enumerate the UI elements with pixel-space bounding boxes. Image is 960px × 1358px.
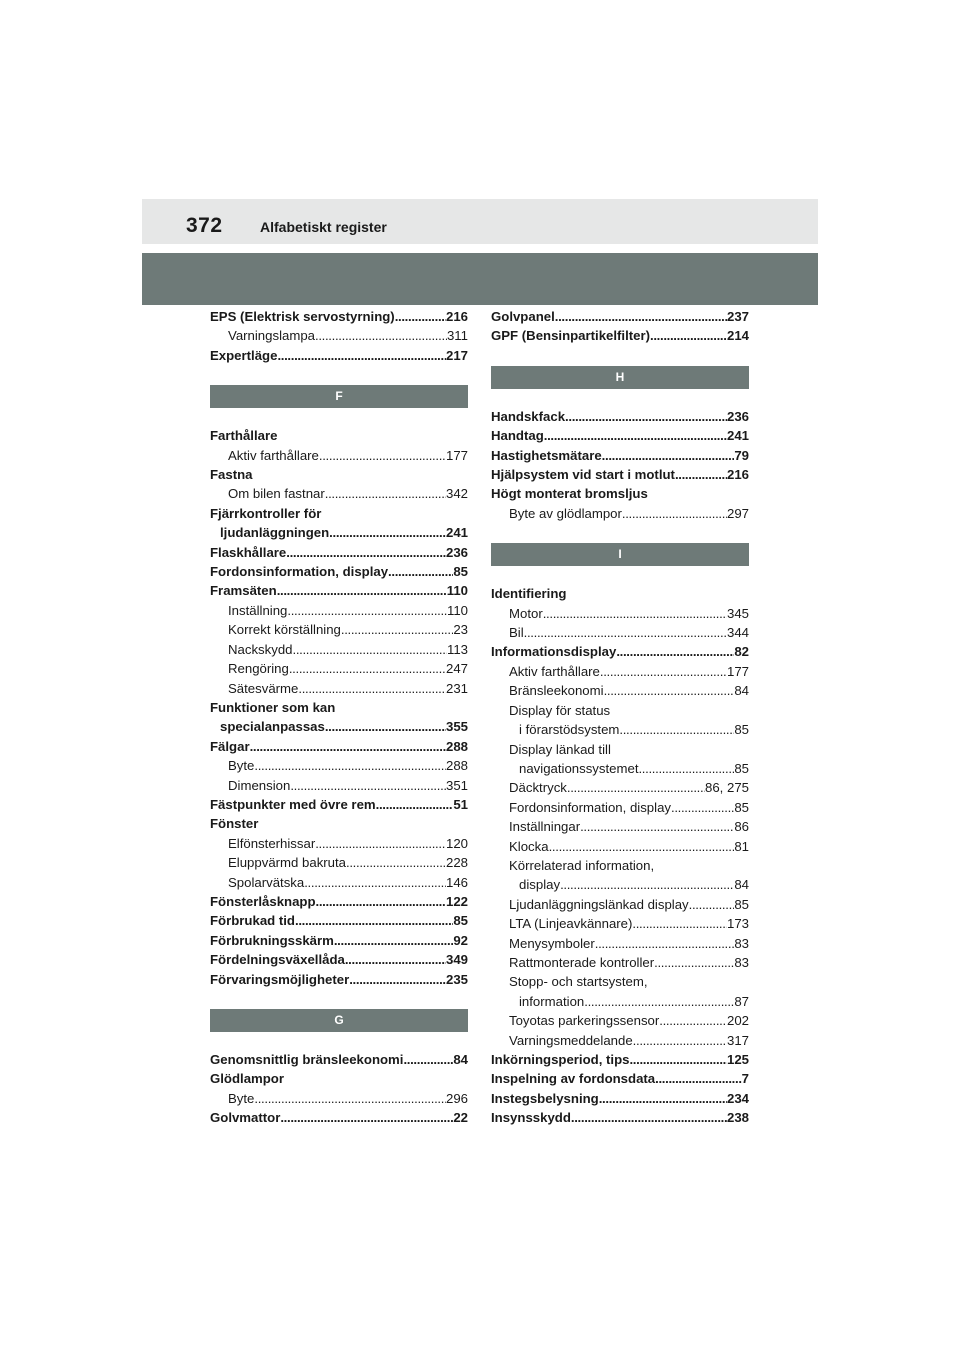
dot-leader xyxy=(565,407,727,426)
entry-term: Dimension xyxy=(228,777,291,793)
index-entry xyxy=(491,426,749,445)
index-heading: Farthållare xyxy=(210,428,278,444)
entry-page-ref[interactable]: 235 xyxy=(445,971,468,987)
entry-term: Bil xyxy=(509,625,524,641)
index-entry xyxy=(210,970,468,989)
dot-leader xyxy=(595,934,735,953)
index-entry xyxy=(491,759,749,778)
index-entry xyxy=(491,992,749,1011)
dot-leader xyxy=(650,326,727,345)
dot-leader xyxy=(549,837,735,856)
entry-page-ref[interactable]: 236 xyxy=(726,408,749,424)
index-entry xyxy=(491,504,749,523)
entry-page-ref[interactable]: 51 xyxy=(453,796,468,812)
dot-leader xyxy=(571,1108,727,1127)
entry-term: Expertläge xyxy=(210,347,278,363)
entry-page-ref[interactable]: 23 xyxy=(453,622,468,638)
index-entry xyxy=(491,875,749,894)
header-band xyxy=(142,253,818,305)
entry-term: Golvpanel xyxy=(491,309,555,324)
entry-page-ref[interactable]: 79 xyxy=(734,447,749,463)
index-entry xyxy=(491,1089,749,1108)
dot-leader xyxy=(403,1050,453,1069)
entry-page-ref[interactable]: 125 xyxy=(726,1052,749,1067)
dot-leader xyxy=(325,484,446,503)
entry-term: Fönsterlåsknapp xyxy=(210,893,316,909)
entry-term: Varningsmeddelande xyxy=(509,1032,633,1048)
index-entry xyxy=(491,604,749,623)
dot-leader xyxy=(254,1089,446,1108)
index-entry xyxy=(210,950,468,969)
entry-term: Fordonsinformation, display xyxy=(509,799,671,815)
dot-leader xyxy=(622,504,727,523)
index-entry xyxy=(210,620,468,639)
index-entry xyxy=(210,581,468,600)
index-entry xyxy=(491,1031,749,1050)
entry-term: Spolarvätska xyxy=(228,874,305,890)
dot-leader xyxy=(349,970,446,989)
index-entry xyxy=(491,1108,749,1127)
dot-leader xyxy=(544,426,727,445)
dot-leader xyxy=(675,465,727,484)
dot-leader xyxy=(604,681,735,700)
index-entry xyxy=(210,484,468,503)
entry-page-ref[interactable]: 110 xyxy=(446,602,468,618)
entry-term: Fordonsinformation, display xyxy=(210,564,389,580)
entry-page-ref[interactable]: 297 xyxy=(726,505,749,521)
entry-term: Menysymboler xyxy=(509,935,595,951)
dot-leader xyxy=(345,950,446,969)
index-entry xyxy=(210,717,468,736)
index-entry xyxy=(210,892,468,911)
index-entry xyxy=(491,307,749,326)
index-entry xyxy=(491,326,749,345)
entry-term: Korrekt körställning xyxy=(228,622,341,638)
index-entry xyxy=(210,1050,468,1069)
dot-leader xyxy=(277,346,446,365)
index-entry xyxy=(491,934,749,953)
entry-page-ref[interactable]: 216 xyxy=(726,467,749,483)
dot-leader xyxy=(395,307,446,326)
dot-leader xyxy=(632,914,727,933)
index-entry xyxy=(210,853,468,872)
entry-term: Förbrukningsskärm xyxy=(210,932,334,948)
entry-term: Aktiv farthållare xyxy=(228,447,319,463)
entry-page-ref[interactable]: 110 xyxy=(446,583,468,599)
dot-leader xyxy=(600,662,727,681)
entry-page-ref[interactable]: 234 xyxy=(726,1090,749,1106)
entry-page-ref[interactable]: 84 xyxy=(453,1052,468,1067)
dot-leader xyxy=(319,446,446,465)
entry-term: display xyxy=(519,877,561,893)
entry-page-ref[interactable]: 217 xyxy=(445,347,468,363)
dot-leader xyxy=(671,798,734,817)
index-entry xyxy=(491,720,749,739)
index-heading: Identifiering xyxy=(491,586,567,602)
index-entry xyxy=(210,307,468,326)
page-number: 372 xyxy=(186,214,223,237)
entry-term: information xyxy=(519,993,585,1009)
dot-leader xyxy=(689,895,735,914)
index-entry xyxy=(210,911,468,930)
dot-leader xyxy=(555,307,727,326)
letter-section-header: H xyxy=(491,366,749,389)
index-heading: Display länkad till xyxy=(509,741,611,757)
entry-page-ref[interactable]: 231 xyxy=(445,680,468,696)
entry-term: Inspelning av fordonsdata xyxy=(491,1071,656,1087)
entry-page-ref[interactable]: 177 xyxy=(726,663,749,679)
dot-leader xyxy=(287,601,447,620)
entry-term: Informationsdisplay xyxy=(491,644,617,660)
entry-term: Eluppvärmd bakruta xyxy=(228,855,347,871)
dot-leader xyxy=(584,992,734,1011)
index-entry xyxy=(491,623,749,642)
entry-page-ref[interactable]: 342 xyxy=(445,486,468,502)
dot-leader xyxy=(316,892,446,911)
index-entry xyxy=(210,873,468,892)
dot-leader xyxy=(567,778,705,797)
index-entry xyxy=(491,446,749,465)
entry-term: Om bilen fastnar xyxy=(228,486,325,502)
index-heading: Funktioner som kan xyxy=(210,699,336,715)
dot-leader xyxy=(315,326,447,345)
dot-leader xyxy=(334,931,453,950)
entry-page-ref[interactable]: 345 xyxy=(726,605,749,621)
entry-page-ref[interactable]: 238 xyxy=(726,1110,749,1126)
entry-page-ref[interactable]: 237 xyxy=(726,309,749,324)
dot-leader xyxy=(599,1089,727,1108)
dot-leader xyxy=(298,679,446,698)
entry-term: Varningslampa xyxy=(228,328,315,344)
index-entry xyxy=(491,953,749,972)
entry-page-ref[interactable]: 296 xyxy=(445,1090,468,1106)
index-column-left xyxy=(210,307,468,1128)
index-entry xyxy=(491,662,749,681)
index-heading: Fjärrkontroller för xyxy=(210,505,322,521)
entry-page-ref[interactable]: 83 xyxy=(734,954,749,970)
dot-leader xyxy=(304,873,446,892)
index-heading: Glödlampor xyxy=(210,1071,284,1087)
entry-term: Rattmonterade kontroller xyxy=(509,954,655,970)
entry-term: Däcktryck xyxy=(509,780,567,796)
dot-leader xyxy=(633,1031,727,1050)
index-entry xyxy=(491,465,749,484)
index-entry xyxy=(210,562,468,581)
entry-term: Fördelningsväxellåda xyxy=(210,952,345,968)
entry-page-ref[interactable]: 85 xyxy=(734,799,749,815)
entry-page-ref[interactable]: 86 xyxy=(734,819,749,835)
entry-page-ref[interactable]: 311 xyxy=(446,328,468,344)
entry-term: navigationssystemet xyxy=(519,760,639,776)
index-entry xyxy=(210,1108,468,1127)
entry-page-ref[interactable]: 82 xyxy=(734,644,749,660)
entry-page-ref[interactable]: 236 xyxy=(445,544,468,560)
entry-term: Golvmattor xyxy=(210,1110,281,1126)
entry-page-ref[interactable]: 92 xyxy=(453,932,468,948)
dot-leader xyxy=(286,543,446,562)
index-column-right xyxy=(491,307,749,1128)
entry-page-ref[interactable]: 85 xyxy=(453,913,468,929)
entry-page-ref[interactable]: 349 xyxy=(445,952,468,968)
index-heading: Fönster xyxy=(210,816,259,832)
entry-page-ref[interactable]: 351 xyxy=(445,777,468,793)
index-heading: Körrelaterad information, xyxy=(509,857,655,873)
index-heading: Högt monterat bromsljus xyxy=(491,486,648,502)
index-heading: Fastna xyxy=(210,467,253,483)
entry-term: Byte xyxy=(228,758,255,774)
entry-page-ref[interactable]: 228 xyxy=(445,855,468,871)
dot-leader xyxy=(654,953,734,972)
entry-term: ljudanläggningen xyxy=(220,525,330,541)
entry-page-ref[interactable]: 122 xyxy=(445,893,468,909)
index-entry xyxy=(491,778,749,797)
entry-term: specialanpassas xyxy=(220,719,325,735)
entry-term: Inställning xyxy=(228,602,288,618)
entry-term: Hastighetsmätare xyxy=(491,447,602,463)
dot-leader xyxy=(254,756,446,775)
entry-term: Förbrukad tid xyxy=(210,913,295,929)
entry-page-ref[interactable]: 344 xyxy=(726,625,749,641)
entry-term: Instegsbelysning xyxy=(491,1090,599,1106)
entry-term: Förvaringsmöjligheter xyxy=(210,971,350,987)
dot-leader xyxy=(277,581,447,600)
index-entry xyxy=(210,795,468,814)
index-entry xyxy=(210,1089,468,1108)
letter-section-header: I xyxy=(491,543,749,566)
entry-page-ref[interactable]: 317 xyxy=(726,1032,749,1048)
dot-leader xyxy=(295,911,453,930)
index-entry xyxy=(210,756,468,775)
index-entry xyxy=(491,642,749,661)
dot-leader xyxy=(524,623,727,642)
dot-leader xyxy=(619,720,734,739)
index-entry xyxy=(210,834,468,853)
entry-term: Inkörningsperiod, tips xyxy=(491,1052,630,1067)
index-entry xyxy=(491,1069,749,1088)
entry-term: LTA (Linjeavkännare) xyxy=(509,916,633,932)
index-entry xyxy=(210,346,468,365)
index-entry xyxy=(491,407,749,426)
entry-term: Handskfack xyxy=(491,408,566,424)
index-entry xyxy=(210,776,468,795)
index-entry xyxy=(491,798,749,817)
entry-term: Rengöring xyxy=(228,661,289,677)
index-entry xyxy=(210,931,468,950)
dot-leader xyxy=(629,1050,727,1069)
entry-term: Framsäten xyxy=(210,583,277,599)
entry-page-ref[interactable]: 22 xyxy=(453,1110,468,1126)
entry-page-ref[interactable]: 84 xyxy=(734,877,749,893)
entry-term: Inställningar xyxy=(509,819,581,835)
entry-page-ref[interactable]: 288 xyxy=(445,738,468,754)
index-entry xyxy=(210,679,468,698)
dot-leader xyxy=(329,523,446,542)
dot-leader xyxy=(388,562,453,581)
index-entry xyxy=(210,737,468,756)
index-entry xyxy=(210,543,468,562)
entry-page-ref[interactable]: 83 xyxy=(734,935,749,951)
entry-term: Elfönsterhissar xyxy=(228,835,316,851)
section-title: Alfabetiskt register xyxy=(260,219,387,235)
entry-page-ref[interactable]: 241 xyxy=(445,525,468,541)
entry-page-ref[interactable]: 247 xyxy=(445,661,468,677)
entry-page-ref[interactable]: 177 xyxy=(445,447,468,463)
index-heading: Display för status xyxy=(509,702,611,718)
index-entry xyxy=(491,914,749,933)
entry-page-ref[interactable]: 173 xyxy=(726,916,749,932)
entry-term: GPF (Bensinpartikelfilter) xyxy=(491,328,651,344)
dot-leader xyxy=(560,875,734,894)
entry-term: Hjälpsystem vid start i motlut xyxy=(491,467,675,483)
dot-leader xyxy=(659,1011,727,1030)
index-heading: Stopp- och startsystem, xyxy=(509,974,648,990)
entry-term: Ljudanläggningslänkad display xyxy=(509,896,689,912)
entry-term: Fästpunkter med övre rem xyxy=(210,796,376,812)
index-entry xyxy=(491,681,749,700)
dot-leader xyxy=(346,853,446,872)
index-entry xyxy=(491,837,749,856)
index-entry xyxy=(210,659,468,678)
entry-term: Toyotas parkeringssensor xyxy=(509,1013,660,1029)
entry-page-ref[interactable]: 120 xyxy=(445,835,468,851)
dot-leader xyxy=(543,604,727,623)
entry-page-ref[interactable]: 241 xyxy=(726,428,749,444)
dot-leader xyxy=(616,642,734,661)
entry-term: Flaskhållare xyxy=(210,544,287,560)
entry-page-ref[interactable]: 202 xyxy=(726,1013,749,1029)
entry-page-ref[interactable]: 7 xyxy=(741,1071,749,1087)
entry-term: EPS (Elektrisk servostyrning) xyxy=(210,309,395,324)
entry-page-ref[interactable]: 87 xyxy=(734,993,749,1009)
entry-term: Insynsskydd xyxy=(491,1110,571,1126)
dot-leader xyxy=(376,795,454,814)
index-entry xyxy=(210,446,468,465)
index-entry xyxy=(210,601,468,620)
dot-leader xyxy=(341,620,453,639)
entry-term: Motor xyxy=(509,605,543,621)
index-entry xyxy=(491,817,749,836)
dot-leader xyxy=(325,717,446,736)
entry-page-ref[interactable]: 288 xyxy=(445,758,468,774)
entry-term: Byte av glödlampor xyxy=(509,505,622,521)
entry-term: Handtag xyxy=(491,428,544,444)
dot-leader xyxy=(315,834,446,853)
index-entry xyxy=(491,1050,749,1069)
entry-page-ref[interactable]: 214 xyxy=(726,328,749,344)
dot-leader xyxy=(280,1108,453,1127)
dot-leader xyxy=(293,640,447,659)
entry-page-ref[interactable]: 85 xyxy=(734,760,749,776)
index-entry xyxy=(210,326,468,345)
dot-leader xyxy=(289,659,446,678)
dot-leader xyxy=(655,1069,742,1088)
index-entry xyxy=(491,895,749,914)
entry-term: Aktiv farthållare xyxy=(509,663,600,679)
entry-page-ref[interactable]: 216 xyxy=(445,309,468,324)
entry-term: Genomsnittlig bränsleekonomi xyxy=(210,1052,404,1067)
entry-page-ref[interactable]: 355 xyxy=(445,719,468,735)
entry-term: i förarstödsystem xyxy=(519,722,620,738)
entry-term: Sätesvärme xyxy=(228,680,299,696)
entry-page-ref[interactable]: 81 xyxy=(734,838,749,854)
entry-page-ref[interactable]: 113 xyxy=(446,641,468,657)
index-entry xyxy=(210,640,468,659)
letter-section-header: G xyxy=(210,1009,468,1032)
entry-page-ref[interactable]: 84 xyxy=(734,683,749,699)
index-entry xyxy=(491,1011,749,1030)
entry-page-ref[interactable]: 146 xyxy=(445,874,468,890)
entry-term: Klocka xyxy=(509,838,549,854)
dot-leader xyxy=(290,776,446,795)
entry-page-ref[interactable]: 85 xyxy=(734,722,749,738)
header-bar xyxy=(142,199,818,244)
dot-leader xyxy=(580,817,734,836)
entry-page-ref[interactable]: 85 xyxy=(453,564,468,580)
entry-page-ref[interactable]: 86, 275 xyxy=(705,780,749,796)
index-entry xyxy=(210,523,468,542)
dot-leader xyxy=(602,446,735,465)
dot-leader xyxy=(250,737,446,756)
entry-term: Bränsleekonomi xyxy=(509,683,604,699)
entry-term: Nackskydd xyxy=(228,641,293,657)
dot-leader xyxy=(638,759,734,778)
entry-term: Fälgar xyxy=(210,738,250,754)
entry-page-ref[interactable]: 85 xyxy=(734,896,749,912)
letter-section-header: F xyxy=(210,385,468,408)
entry-term: Byte xyxy=(228,1090,255,1106)
